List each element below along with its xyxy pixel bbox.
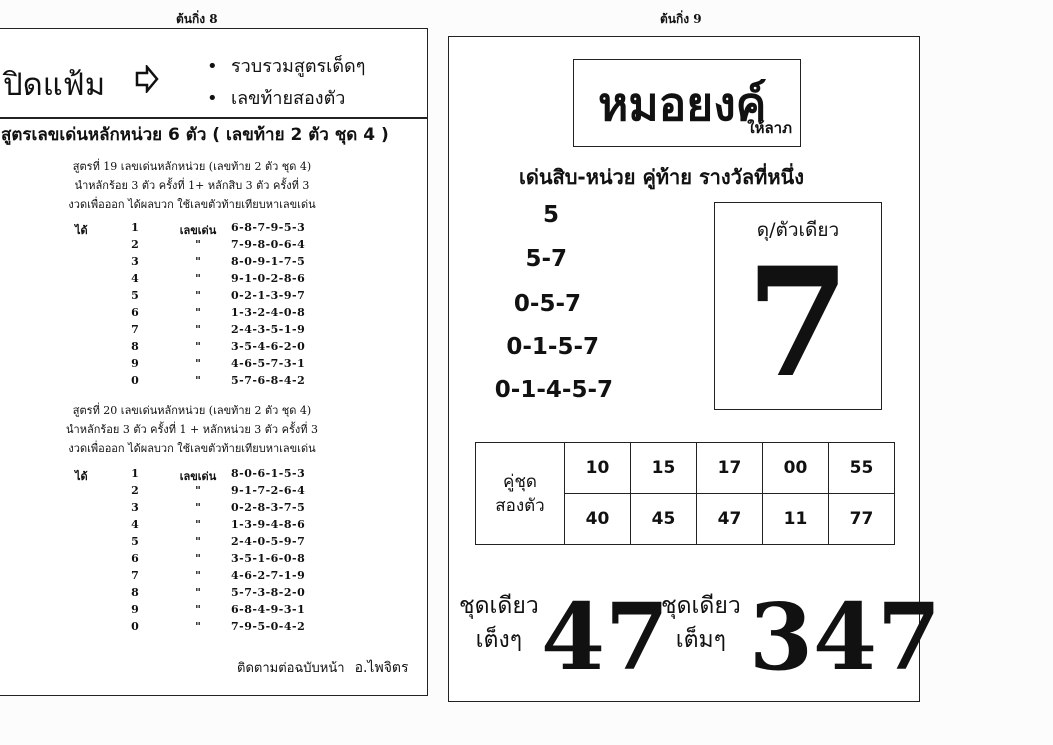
formula-desc: งวดเพื่อออก ได้ผลบวก ใช้เลขตัวท้ายเทียบหาเลขเด่น: [68, 198, 316, 211]
digit-line: 0-1-5-7: [506, 334, 599, 360]
pairs-table: [475, 442, 895, 545]
subtitle: เด่นสิบ-หน่วย คู่ท้าย รางวัลที่หนึ่ง: [519, 165, 804, 189]
single-digit: 7: [745, 235, 851, 411]
arrow-right-icon: [135, 65, 159, 97]
left-page: [0, 28, 428, 696]
signature: อ.ไพจิตร: [354, 660, 409, 676]
pair-cell: 77: [829, 494, 895, 545]
logo-title: หมอยงค์: [598, 77, 767, 131]
bullet-item: • เลขท้ายสองตัว: [207, 83, 365, 115]
formula-desc: นำหลักร้อย 3 ตัว ครั้งที่ 1 + หลักหน่วย 3 ตัว ครั้งที่ 3: [66, 423, 318, 436]
right-page-number: ต้นกิ่ง 9: [660, 12, 702, 26]
divider: [0, 117, 427, 119]
three-digit-set-label: ชุดเดียว เต็มๆ: [661, 593, 741, 653]
formula-20-intro: [47, 401, 337, 458]
logo-box: [573, 59, 801, 147]
pair-cell: 11: [763, 494, 829, 545]
formula-desc: นำหลักร้อย 3 ตัว ครั้งที่ 1+ หลักสิบ 3 ตัว ครั้งที่ 3: [74, 179, 310, 192]
pair-cell: 40: [565, 494, 631, 545]
pair-cell: 10: [565, 443, 631, 494]
single-digit-box: [714, 202, 882, 410]
pair-cell: 15: [631, 443, 697, 494]
bullet-item: • รวบรวมสูตรเด็ดๆ: [207, 51, 365, 83]
digit-line: 0-1-4-5-7: [494, 377, 613, 403]
pair-cell: 17: [697, 443, 763, 494]
formula-desc: งวดเพื่อออก ได้ผลบวก ใช้เลขตัวท้ายเทียบหาเลขเด่น: [68, 442, 316, 455]
digit-line: 0-5-7: [513, 291, 581, 317]
pair-cell: 45: [631, 494, 697, 545]
header-title: ปิดแฟ้ม: [3, 67, 106, 103]
pair-cell: 55: [829, 443, 895, 494]
table-row: [476, 443, 895, 494]
footer: [237, 657, 409, 679]
pair-cell: 47: [697, 494, 763, 545]
header-bullets: [207, 51, 365, 115]
three-digit-number: 347: [749, 583, 942, 691]
single-digit-label: ดุ/ตัวเดียว: [756, 219, 840, 241]
formula-19-table: ได้ 1 เลขเด่น 6-8-7-9-5-3 2 " 7-9-8-0-6-4 3 " 8-0-9-1-7-5 4 " 9-1-0-2-8-6 5 " 0-2-1-3-9-7 6 " 1-3-2-4-0-8 7 " 2-4-3-5-1-9 8 " 3-5-4-6-2-0 9 " 4-6-5-7-3-1 0 " 5-7-6-8-4-2: [75, 221, 306, 387]
pairs-label: คู่ชุด สองตัว: [476, 443, 565, 545]
formula-20-table: ได้ 1 เลขเด่น 8-0-6-1-5-3 2 " 9-1-7-2-6-4 3 " 0-2-8-3-7-5 4 " 1-3-9-4-8-6 5 " 2-4-0-5-9-7 6 " 3-5-1-6-0-8 7 " 4-6-2-7-1-9 8 " 5-7-3-8-2-0 9 " 6-8-4-9-3-1 0 " 7-9-5-0-4-2: [75, 467, 306, 633]
formula-title: สูตรที่ 19 เลขเด่นหลักหน่วย (เลขท้าย 2 ตัว ชุด 4): [72, 160, 312, 173]
two-digit-set-label: ชุดเดียว เต็งๆ: [459, 593, 539, 653]
formula-19-intro: [47, 157, 337, 214]
pair-cell: 00: [763, 443, 829, 494]
digit-line: 5: [542, 202, 559, 228]
two-digit-number: 47: [541, 583, 670, 691]
formula-title: สูตรที่ 20 เลขเด่นหลักหน่วย (เลขท้าย 2 ตัว ชุด 4): [72, 404, 312, 417]
right-page: [448, 36, 942, 702]
footer-text: ติดตามต่อฉบับหน้า: [237, 661, 345, 676]
left-page-number: ต้นกิ่ง 8: [176, 12, 218, 26]
section-heading: สูตรเลขเด่นหลักหน่วย 6 ตัว ( เลขท้าย 2 ตัว ชุด 4 ): [1, 125, 389, 145]
logo-subtitle: ให้ลาภ: [747, 119, 792, 137]
digit-line: 5-7: [525, 246, 567, 272]
